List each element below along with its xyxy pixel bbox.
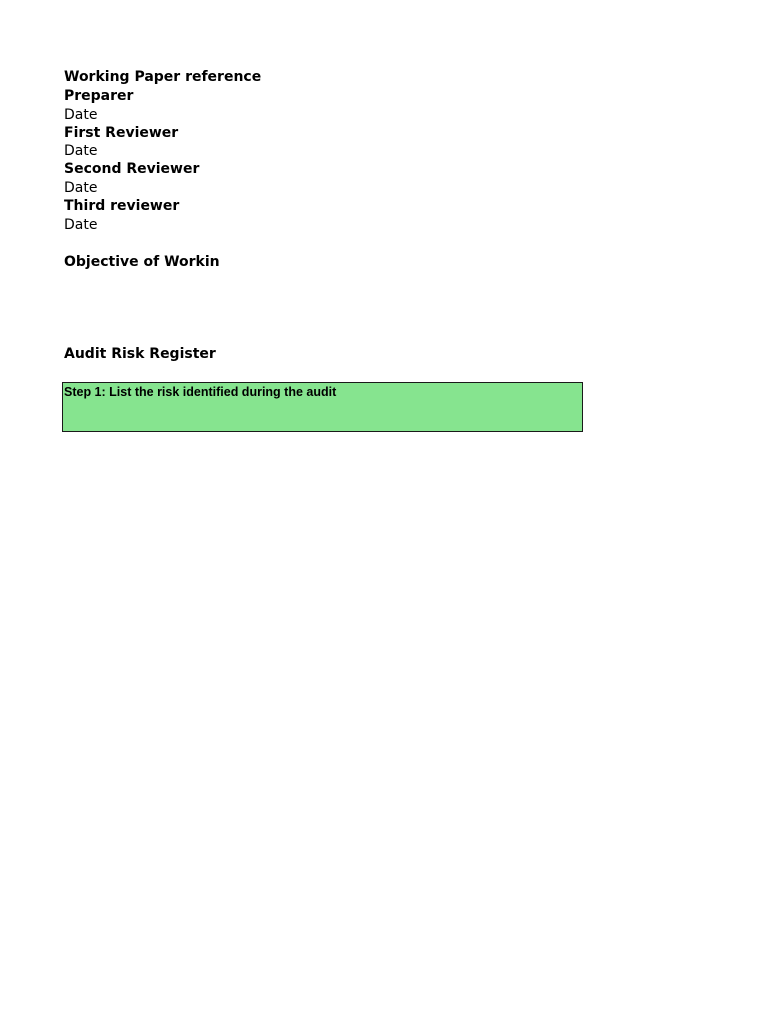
audit-risk-register-title: Audit Risk Register	[64, 346, 216, 362]
step1-cell	[62, 382, 583, 432]
objective-label: Objective of Workin	[64, 254, 220, 270]
third-reviewer-date-label: Date	[64, 217, 98, 233]
step1-label: Step 1: List the risk identified during the audit	[64, 385, 337, 399]
second-reviewer-date-label: Date	[64, 180, 98, 196]
second-reviewer-label: Second Reviewer	[64, 161, 200, 177]
preparer-label: Preparer	[64, 88, 134, 104]
third-reviewer-label: Third reviewer	[64, 198, 180, 214]
first-reviewer-date-label: Date	[64, 143, 98, 159]
first-reviewer-label: First Reviewer	[64, 125, 179, 141]
preparer-date-label: Date	[64, 107, 98, 123]
working-paper-reference-label: Working Paper reference	[64, 69, 262, 85]
